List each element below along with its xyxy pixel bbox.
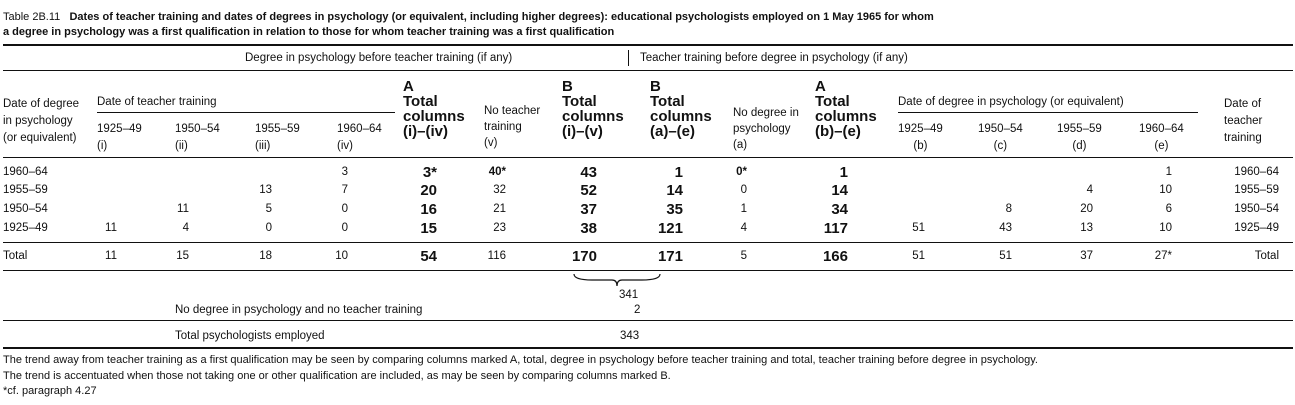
- cell-rA: 117: [823, 220, 848, 237]
- cell-rB: 1: [674, 164, 683, 181]
- cell-b: 51: [912, 222, 925, 234]
- row-label: 1955–59: [3, 184, 48, 196]
- cell-c: 43: [999, 222, 1012, 234]
- header-total-a-left: A Total columns (i)–(iv): [403, 78, 465, 140]
- cell-rB: 171: [657, 248, 683, 265]
- header-total-b-right: B Total columns (a)–(e): [650, 78, 712, 140]
- cell-c4: 0: [341, 203, 348, 215]
- cell-tA: 3*: [422, 164, 437, 181]
- cell-d: 13: [1080, 222, 1093, 234]
- table-title-line1: Dates of teacher training and dates of degrees in psychology (or equivalent, including higher degrees): educational psychologists employed on 1 May 1965 for whom: [69, 11, 934, 23]
- cell-rB: 14: [666, 182, 683, 199]
- cell-d: 37: [1080, 250, 1093, 262]
- total-bottom-rule: [3, 270, 1293, 271]
- brace-icon: [572, 272, 662, 288]
- cell-c4: 0: [341, 222, 348, 234]
- no-degree-label: No degree in psychology and no teacher training: [175, 304, 423, 316]
- cell-c3: 18: [259, 250, 272, 262]
- total-top-rule: [3, 242, 1293, 243]
- cell-v: 116: [487, 250, 506, 262]
- header-tt-1960: 1960–64 (iv): [337, 123, 382, 152]
- cell-c3: 5: [265, 203, 272, 215]
- total-psychologists-value: 343: [620, 330, 640, 342]
- cell-c4: 7: [341, 184, 348, 196]
- deg-header-rule: [898, 112, 1198, 113]
- tt-header-rule: [97, 112, 395, 113]
- cell-e: 6: [1165, 203, 1172, 215]
- header-deg-1925: 1925–49 (b): [898, 123, 943, 152]
- header-deg-1955: 1955–59 (d): [1057, 123, 1102, 152]
- cell-v: 32: [493, 184, 506, 196]
- cell-rA: 34: [831, 201, 848, 218]
- cell-tB: 37: [580, 201, 597, 218]
- cell-tB: 43: [580, 164, 597, 181]
- row-label: Total: [3, 250, 28, 262]
- cell-v: 23: [493, 222, 506, 234]
- row-label: 1925–49: [3, 222, 48, 234]
- header-deg-1960: 1960–64 (e): [1139, 123, 1184, 152]
- cell-rA: 14: [831, 182, 848, 199]
- header-date-of-teacher-training: Date of teacher training: [97, 96, 217, 108]
- table-title: [3, 11, 934, 23]
- cell-a: 1: [740, 203, 747, 215]
- no-degree-value: 2: [634, 304, 641, 316]
- cell-rA: 1: [839, 164, 848, 181]
- row-label-right: Total: [1254, 250, 1279, 262]
- header-total-a-right: A Total columns (b)–(e): [815, 78, 877, 140]
- cell-a: 0*: [736, 166, 747, 178]
- cell-e: 10: [1159, 184, 1172, 196]
- group-header-right: Teacher training before degree in psychology (if any): [640, 52, 908, 64]
- header-total-b-left: B Total columns (i)–(v): [562, 78, 624, 140]
- note-1: The trend away from teacher training as a first qualification may be seen by comparing columns marked A, total, degree in psychology before teacher training and total, teacher training before degree in psychology.: [3, 354, 1038, 366]
- cell-c2: 11: [177, 203, 189, 215]
- row-label-right: 1960–64: [1234, 166, 1279, 178]
- header-no-degree: No degree in psychology (a): [733, 107, 799, 151]
- cell-c: 8: [1005, 203, 1012, 215]
- header-date-of-degree: Date of degree in psychology (or equivalent): [3, 98, 80, 144]
- row-label: 1960–64: [3, 166, 48, 178]
- top-rule: [3, 44, 1293, 46]
- cell-c1: 11: [105, 222, 117, 234]
- row-label: 1950–54: [3, 203, 48, 215]
- header-no-teacher-training: No teacher training (v): [484, 105, 541, 149]
- total-psychologists-label: Total psychologists employed: [175, 330, 325, 342]
- cell-v: 40*: [488, 166, 506, 178]
- cell-tB: 170: [571, 248, 597, 265]
- table-title-line2: a degree in psychology was a first qualification in relation to those for whom teacher training was a first qualification: [3, 26, 615, 38]
- cell-tB: 52: [580, 182, 597, 199]
- cell-rB: 121: [657, 220, 683, 237]
- group-divider: [628, 50, 629, 66]
- cell-c4: 10: [335, 250, 348, 262]
- cell-e: 1: [1165, 166, 1172, 178]
- row-label-right: 1955–59: [1234, 184, 1279, 196]
- header-bottom-rule: [3, 157, 1293, 158]
- cell-a: 5: [740, 250, 747, 262]
- cell-c3: 0: [265, 222, 272, 234]
- cell-rB: 35: [666, 201, 683, 218]
- cell-tA: 16: [420, 201, 437, 218]
- cell-a: 0: [740, 184, 747, 196]
- group-rule: [3, 70, 1293, 71]
- cell-e: 10: [1159, 222, 1172, 234]
- cell-c2: 4: [182, 222, 189, 234]
- header-tt-1925: 1925–49 (i): [97, 123, 142, 152]
- cell-b: 51: [912, 250, 925, 262]
- header-date-of-degree-psych: Date of degree in psychology (or equivalent): [898, 96, 1124, 108]
- group-header-left: Degree in psychology before teacher training (if any): [245, 52, 513, 64]
- header-tt-1950: 1950–54 (ii): [175, 123, 220, 152]
- cell-c: 51: [999, 250, 1012, 262]
- cell-c2: 15: [176, 250, 189, 262]
- cell-tA: 54: [420, 248, 437, 265]
- bottom-rule: [3, 347, 1293, 349]
- cell-c4: 3: [341, 166, 348, 178]
- cell-a: 4: [740, 222, 747, 234]
- combined-total-value: 341: [619, 289, 639, 301]
- row-label-right: 1950–54: [1234, 203, 1279, 215]
- cell-e: 27*: [1154, 250, 1172, 262]
- summary-rule: [3, 320, 1293, 321]
- header-date-of-teacher-training-right: Date of teacher training: [1224, 98, 1263, 144]
- cell-c1: 11: [105, 250, 117, 262]
- cell-d: 20: [1080, 203, 1093, 215]
- note-3: *cf. paragraph 4.27: [3, 385, 97, 397]
- cell-v: 21: [493, 203, 506, 215]
- row-label-right: 1925–49: [1234, 222, 1279, 234]
- header-tt-1955: 1955–59 (iii): [255, 123, 300, 152]
- cell-tA: 15: [420, 220, 437, 237]
- cell-c3: 13: [259, 184, 272, 196]
- note-2: The trend is accentuated when those not taking one or other qualification are included, as may be seen by comparing columns marked B.: [3, 370, 671, 382]
- table-label: Table 2B.11: [3, 11, 61, 23]
- header-deg-1950: 1950–54 (c): [978, 123, 1023, 152]
- cell-tB: 38: [580, 220, 597, 237]
- cell-rA: 166: [822, 248, 848, 265]
- cell-d: 4: [1086, 184, 1093, 196]
- cell-tA: 20: [420, 182, 437, 199]
